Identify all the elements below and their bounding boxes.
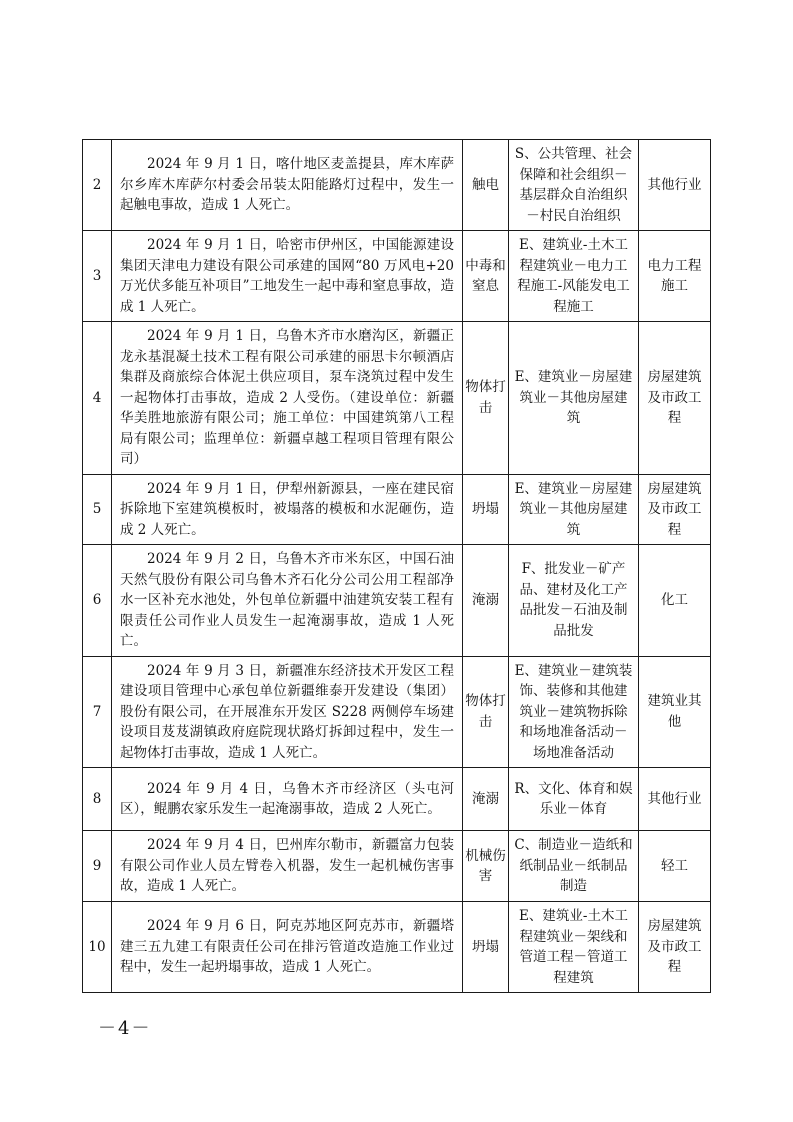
row-number: 6: [83, 545, 112, 657]
accident-description: 2024 年 9 月 6 日，阿克苏地区阿克苏市，新疆塔建三五九建工有限责任公司在排污管道改造施工作业过程中，发生一起坍塌事故，造成 1 人死亡。: [112, 902, 463, 993]
table-row: [83, 768, 711, 831]
table-row: [83, 474, 711, 545]
accident-description: 2024 年 9 月 1 日，伊犁州新源县，一座在建民宿拆除地下室建筑模板时，被塌落的模板和水泥砸伤，造成 2 人死亡。: [112, 474, 463, 545]
accident-table-body: [83, 140, 711, 993]
accident-type: 物体打击: [463, 656, 509, 768]
accident-type: 机械伤害: [463, 831, 509, 902]
accident-description: 2024 年 9 月 4 日，乌鲁木齐市经济区（头屯河区），鲲鹏农家乐发生一起淹溺事故，造成 2 人死亡。: [112, 768, 463, 831]
table-row: [83, 831, 711, 902]
industry-category: 其他行业: [639, 768, 711, 831]
accident-type: 坍塌: [463, 902, 509, 993]
industry-category: 化工: [639, 545, 711, 657]
industry-category: 房屋建筑及市政工程: [639, 902, 711, 993]
row-number: 7: [83, 656, 112, 768]
page-number: －4－: [98, 1018, 152, 1039]
row-number: 10: [83, 902, 112, 993]
industry-classification: E、建筑业－房屋建筑业－其他房屋建筑: [509, 474, 639, 545]
industry-classification: F、批发业－矿产品、建材及化工产品批发－石油及制品批发: [509, 545, 639, 657]
accident-type: 中毒和窒息: [463, 231, 509, 322]
industry-category: 房屋建筑及市政工程: [639, 474, 711, 545]
accident-description: 2024 年 9 月 3 日，新疆准东经济技术开发区工程建设项目管理中心承包单位新疆维泰开发建设（集团）股份有限公司，在开展准东开发区 S228 两侧停车场建设项目芨芨湖镇政府庭院现状路灯拆卸过程中，发生一起物体打击事故，造成 1 人死亡。: [112, 656, 463, 768]
accident-type: 触电: [463, 140, 509, 231]
industry-classification: C、制造业－造纸和纸制品业－纸制品制造: [509, 831, 639, 902]
row-number: 3: [83, 231, 112, 322]
accident-description: 2024 年 9 月 1 日，乌鲁木齐市水磨沟区，新疆正龙永基混凝土技术工程有限公司承建的丽思卡尔顿酒店集群及商旅综合体泥土供应项目，泵车浇筑过程中发生一起物体打击事故，造成 2 人受伤。（建设单位：新疆华美胜地旅游有限公司；施工单位：中国建筑第八工程局有限公司；监理单位：新疆卓越工程项目管理有限公司）: [112, 322, 463, 475]
table-row: [83, 231, 711, 322]
row-number: 5: [83, 474, 112, 545]
table-row: [83, 140, 711, 231]
industry-category: 建筑业其他: [639, 656, 711, 768]
table-row: [83, 322, 711, 475]
accident-type: 淹溺: [463, 768, 509, 831]
industry-category: 轻工: [639, 831, 711, 902]
accident-type: 物体打击: [463, 322, 509, 475]
industry-classification: S、公共管理、社会保障和社会组织－基层群众自治组织－村民自治组织: [509, 140, 639, 231]
table-row: [83, 656, 711, 768]
table-row: [83, 545, 711, 657]
row-number: 2: [83, 140, 112, 231]
industry-category: 电力工程施工: [639, 231, 711, 322]
accident-description: 2024 年 9 月 2 日，乌鲁木齐市米东区，中国石油天然气股份有限公司乌鲁木齐石化分公司公用工程部净水一区补充水池处，外包单位新疆中油建筑安装工程有限责任公司作业人员发生一起淹溺事故，造成 1 人死亡。: [112, 545, 463, 657]
industry-classification: E、建筑业-土木工程建筑业－架线和管道工程－管道工程建筑: [509, 902, 639, 993]
row-number: 8: [83, 768, 112, 831]
accident-description: 2024 年 9 月 4 日，巴州库尔勒市，新疆富力包装有限公司作业人员左臂卷入机器，发生一起机械伤害事故，造成 1 人死亡。: [112, 831, 463, 902]
row-number: 4: [83, 322, 112, 475]
industry-category: 房屋建筑及市政工程: [639, 322, 711, 475]
accident-description: 2024 年 9 月 1 日，喀什地区麦盖提县，库木库萨尔乡库木库萨尔村委会吊装太阳能路灯过程中，发生一起触电事故，造成 1 人死亡。: [112, 140, 463, 231]
industry-classification: E、建筑业-土木工程建筑业－电力工程施工-风能发电工程施工: [509, 231, 639, 322]
accident-description: 2024 年 9 月 1 日，哈密市伊州区，中国能源建设集团天津电力建设有限公司承建的国网“80 万风电+20 万光伏多能互补项目”工地发生一起中毒和窒息事故，造成 1 人死亡。: [112, 231, 463, 322]
industry-classification: R、文化、体育和娱乐业－体育: [509, 768, 639, 831]
accident-table: [82, 139, 711, 993]
industry-classification: E、建筑业－建筑装饰、装修和其他建筑业－建筑物拆除和场地准备活动－场地准备活动: [509, 656, 639, 768]
row-number: 9: [83, 831, 112, 902]
industry-classification: E、建筑业－房屋建筑业－其他房屋建筑: [509, 322, 639, 475]
industry-category: 其他行业: [639, 140, 711, 231]
accident-type: 淹溺: [463, 545, 509, 657]
table-row: [83, 902, 711, 993]
accident-type: 坍塌: [463, 474, 509, 545]
